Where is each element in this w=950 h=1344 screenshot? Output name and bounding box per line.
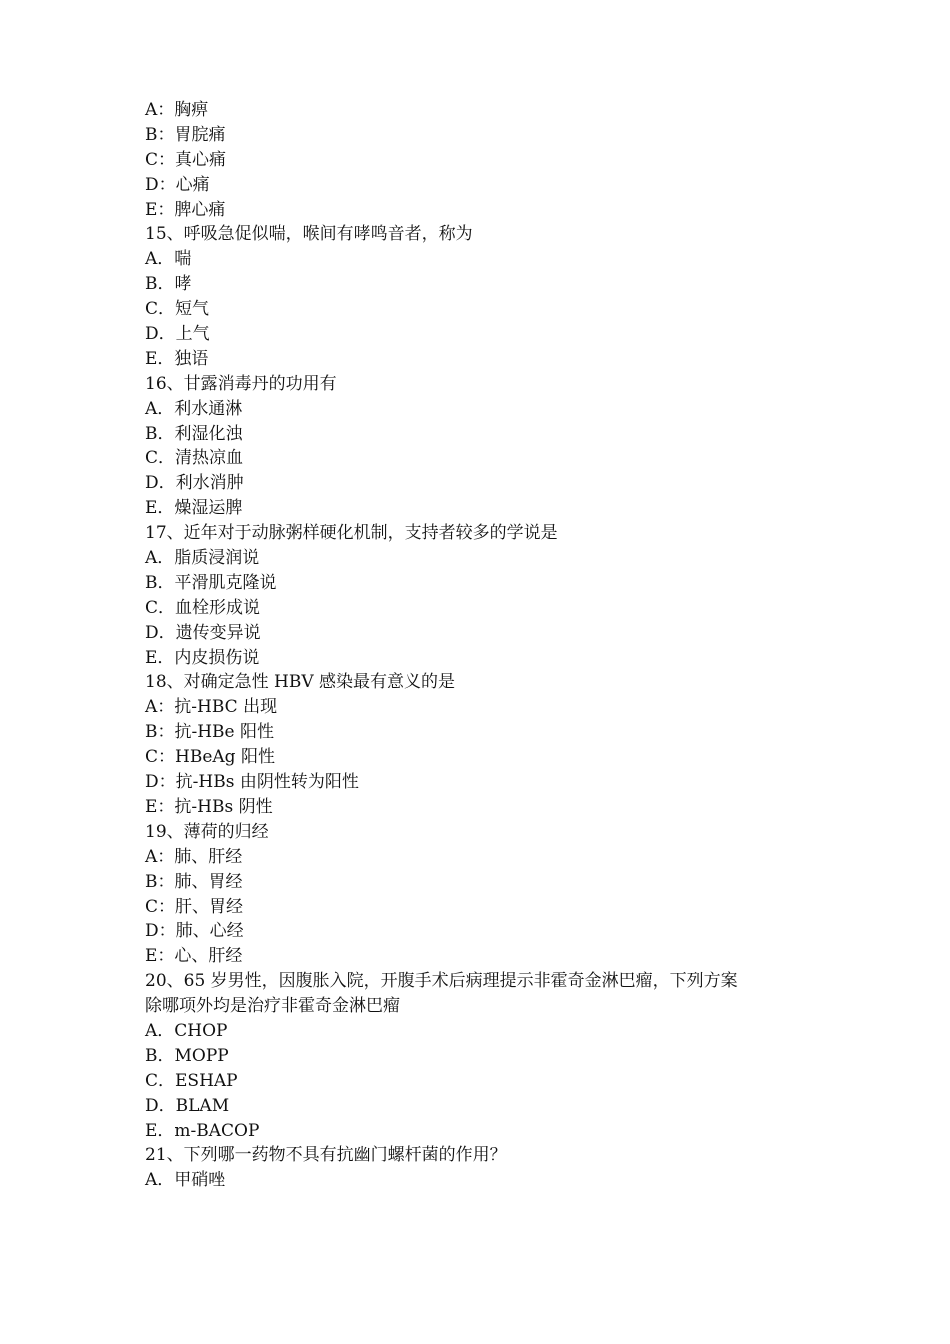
option-line: A．利水通淋 bbox=[145, 398, 243, 419]
option-line: E．燥湿运脾 bbox=[145, 498, 243, 519]
option-line: C．血栓形成说 bbox=[145, 597, 261, 618]
question-16: 16、甘露消毒丹的功用有 bbox=[145, 373, 337, 394]
option-line: C：真心痛 bbox=[145, 149, 227, 170]
option-line: A．甲硝唑 bbox=[145, 1170, 226, 1191]
option-line: A．CHOP bbox=[145, 1020, 228, 1041]
question-list bbox=[145, 98, 825, 1193]
option-line: D：肺、心经 bbox=[145, 921, 244, 942]
option-line: A．喘 bbox=[145, 249, 192, 270]
question-20-line-1: 20、65 岁男性，因腹胀入院，开腹手术后病理提示非霍奇金淋巴瘤，下列方案 bbox=[145, 971, 738, 992]
option-line: E：抗-HBs 阴性 bbox=[145, 796, 273, 817]
option-line: B：胃脘痛 bbox=[145, 124, 226, 145]
option-line: C：HBeAg 阳性 bbox=[145, 747, 275, 768]
option-line: A：抗-HBC 出现 bbox=[145, 697, 278, 718]
question-21: 21、下列哪一药物不具有抗幽门螺杆菌的作用？ bbox=[145, 1145, 507, 1166]
option-line: B．利湿化浊 bbox=[145, 423, 243, 444]
option-line: B．平滑肌克隆说 bbox=[145, 572, 277, 593]
question-20-line-2: 除哪项外均是治疗非霍奇金淋巴瘤 bbox=[145, 996, 400, 1017]
option-line: D：心痛 bbox=[145, 174, 210, 195]
question-18: 18、对确定急性 HBV 感染最有意义的是 bbox=[145, 672, 456, 693]
option-line: C：肝、胃经 bbox=[145, 896, 244, 917]
option-line: B．哮 bbox=[145, 274, 192, 295]
option-line: B：抗-HBe 阳性 bbox=[145, 722, 275, 743]
option-line: C．短气 bbox=[145, 299, 210, 320]
option-line: E．独语 bbox=[145, 348, 209, 369]
option-line: A：肺、肝经 bbox=[145, 846, 243, 867]
option-line: E．内皮损伤说 bbox=[145, 647, 260, 668]
option-line: D．上气 bbox=[145, 324, 210, 345]
option-line: A．脂质浸润说 bbox=[145, 548, 260, 569]
option-line: B：肺、胃经 bbox=[145, 871, 243, 892]
option-line: E：心、肝经 bbox=[145, 946, 243, 967]
option-line: E．m-BACOP bbox=[145, 1120, 260, 1141]
option-line: A：胸痹 bbox=[145, 100, 209, 120]
question-15: 15、呼吸急促似喘，喉间有哮鸣音者，称为 bbox=[145, 224, 473, 245]
option-line: D．BLAM bbox=[145, 1095, 230, 1116]
option-line: C．清热凉血 bbox=[145, 448, 244, 469]
option-line: D．遗传变异说 bbox=[145, 622, 261, 643]
option-line: E：脾心痛 bbox=[145, 199, 226, 220]
option-line: D．利水消肿 bbox=[145, 473, 244, 494]
option-line: D：抗-HBs 由阴性转为阳性 bbox=[145, 772, 359, 793]
question-19: 19、薄荷的归经 bbox=[145, 821, 269, 842]
option-line: B．MOPP bbox=[145, 1045, 229, 1066]
question-17: 17、近年对于动脉粥样硬化机制，支持者较多的学说是 bbox=[145, 523, 558, 544]
option-line: C．ESHAP bbox=[145, 1070, 238, 1091]
